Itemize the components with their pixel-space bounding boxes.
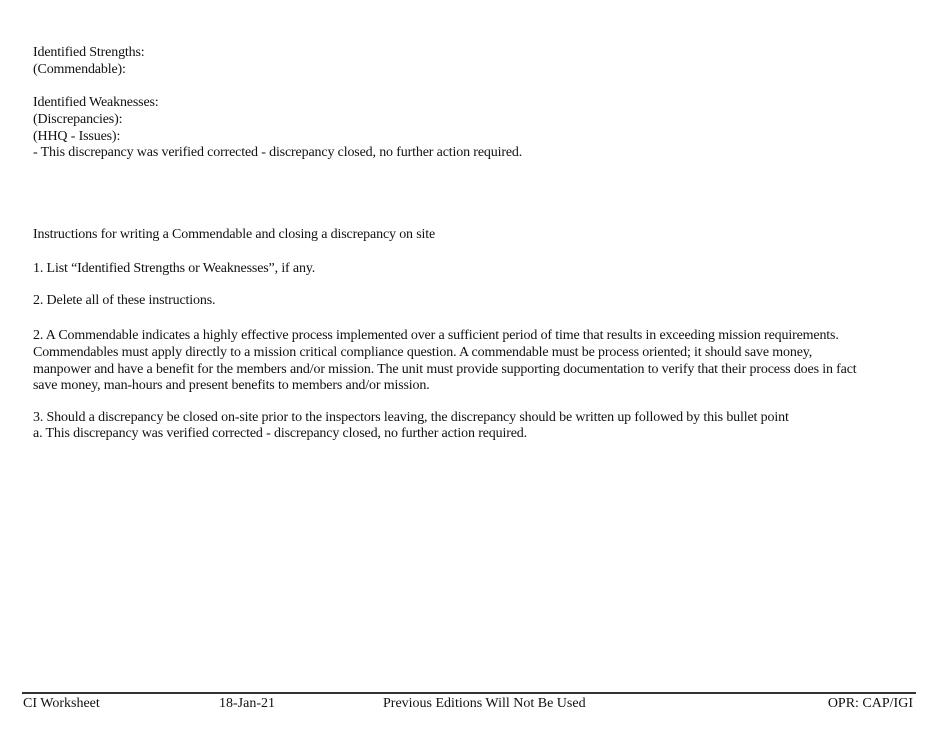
weaknesses-label: Identified Weaknesses: (33, 95, 159, 110)
strengths-label: Identified Strengths: (33, 45, 145, 60)
discrepancy-note: - This discrepancy was verified corrected - discrepancy closed, no further action required. (33, 145, 523, 160)
footer-divider (22, 692, 916, 694)
footer-notice: Previous Editions Will Not Be Used (383, 696, 586, 711)
instructions-title: Instructions for writing a Commendable and closing a discrepancy on site (33, 227, 436, 242)
hhq-issues-label: (HHQ - Issues): (33, 129, 121, 144)
discrepancy-paragraph-line: a. This discrepancy was verified corrected - discrepancy closed, no further action required. (33, 426, 528, 441)
footer-date: 18-Jan-21 (219, 696, 275, 711)
commendable-paragraph-line: save money, man-hours and present benefits to members and/or mission. (33, 378, 430, 393)
footer-form-name: CI Worksheet (23, 696, 100, 711)
commendable-label: (Commendable): (33, 62, 126, 77)
footer-opr: OPR: CAP/IGI (827, 696, 913, 711)
instruction-step-1: 1. List “Identified Strengths or Weaknesses”, if any. (33, 261, 316, 276)
instruction-step-2-delete: 2. Delete all of these instructions. (33, 293, 216, 308)
commendable-paragraph-line: Commendables must apply directly to a mission critical compliance question. A commendable must be process oriented; it should save money, (33, 345, 813, 360)
discrepancies-label: (Discrepancies): (33, 112, 123, 127)
commendable-paragraph-line: 2. A Commendable indicates a highly effective process implemented over a sufficient period of time that results in exceeding mission requirements. (33, 328, 839, 343)
discrepancy-paragraph-line: 3. Should a discrepancy be closed on-site prior to the inspectors leaving, the discrepancy should be written up followed by this bullet point (33, 410, 789, 425)
commendable-paragraph-line: manpower and have a benefit for the members and/or mission. The unit must provide supporting documentation to verify that their process does in fact (33, 362, 857, 377)
